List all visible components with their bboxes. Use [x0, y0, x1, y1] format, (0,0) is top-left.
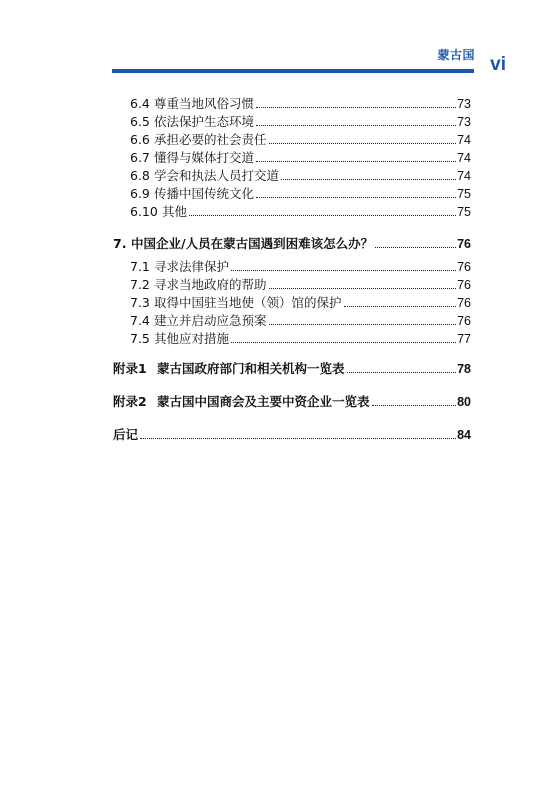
toc-entry-number: 附录1	[113, 361, 147, 376]
toc-dot-leader	[269, 142, 457, 144]
toc-entry-7-1	[130, 257, 471, 275]
toc-entry-number: 7.5	[130, 331, 150, 346]
toc-entry-number: 6.10	[130, 204, 158, 219]
toc-entry-number: 附录2	[113, 394, 147, 409]
toc-entry-6-5	[130, 112, 471, 130]
toc-dot-leader	[256, 124, 456, 126]
toc-entry-6-7	[130, 148, 471, 166]
toc-entry-7-5	[130, 329, 471, 347]
toc-entry-number: 6.4	[130, 96, 150, 111]
toc-entry-title: 其他应对措施	[154, 331, 230, 346]
toc-entry-page: 73	[457, 115, 471, 129]
toc-entry-title: 承担必要的社会责任	[154, 132, 267, 147]
toc-dot-leader	[344, 305, 457, 307]
toc-chapter-7	[113, 234, 471, 252]
toc-entry-page: 78	[457, 362, 471, 376]
running-header-country: 蒙古国	[437, 48, 475, 62]
toc-entry-number: 6.5	[130, 114, 150, 129]
toc-dot-leader	[372, 404, 457, 406]
toc-entry-number: 6.8	[130, 168, 150, 183]
toc-afterword	[113, 425, 471, 443]
toc-entry-page: 76	[457, 237, 471, 251]
toc-entry-number: 6.9	[130, 186, 150, 201]
toc-entry-page: 76	[457, 260, 471, 274]
toc-entry-6-9	[130, 184, 471, 202]
toc-entry-title: 寻求法律保护	[154, 259, 230, 274]
toc-entry-6-4	[130, 94, 471, 112]
toc-dot-leader	[281, 178, 456, 180]
toc-entry-number: 7.3	[130, 295, 150, 310]
toc-appendix-1	[113, 359, 471, 377]
toc-entry-page: 76	[457, 296, 471, 310]
toc-entry-title: 尊重当地风俗习惯	[154, 96, 255, 111]
toc-entry-title: 建立并启动应急预案	[154, 313, 267, 328]
toc-entry-page: 75	[457, 205, 471, 219]
toc-entry-number: 7.2	[130, 277, 150, 292]
toc-dot-leader	[189, 214, 456, 216]
toc-entry-number: 7.1	[130, 259, 150, 274]
toc-entry-number: 7.	[113, 236, 127, 251]
toc-entry-number: 6.6	[130, 132, 150, 147]
toc-entry-page: 73	[457, 97, 471, 111]
toc-entry-7-3	[130, 293, 471, 311]
toc-entry-title: 依法保护生态环境	[154, 114, 255, 129]
toc-entry-6-8	[130, 166, 471, 184]
toc-entry-title: 寻求当地政府的帮助	[154, 277, 267, 292]
toc-entry-page: 74	[457, 151, 471, 165]
toc-entry-6-10	[130, 202, 471, 220]
toc-entry-number: 6.7	[130, 150, 150, 165]
toc-entry-title: 后记	[113, 427, 139, 442]
toc-entry-page: 80	[457, 395, 471, 409]
toc-entry-7-4	[130, 311, 471, 329]
toc-entry-page: 75	[457, 187, 471, 201]
toc-entry-6-6	[130, 130, 471, 148]
toc-dot-leader	[231, 269, 456, 271]
toc-entry-title: 传播中国传统文化	[154, 186, 255, 201]
toc-entry-7-2	[130, 275, 471, 293]
toc-dot-leader	[256, 106, 456, 108]
toc-entry-title: 其他	[162, 204, 188, 219]
page-number: vi	[490, 54, 506, 75]
toc-dot-leader	[256, 196, 456, 198]
toc-entry-title: 蒙古国政府部门和相关机构一览表	[157, 361, 345, 376]
toc-entry-number: 7.4	[130, 313, 150, 328]
toc-entry-page: 76	[457, 314, 471, 328]
toc-entry-page: 84	[457, 428, 471, 442]
toc-entry-page: 74	[457, 169, 471, 183]
toc-dot-leader	[269, 323, 457, 325]
toc-dot-leader	[140, 437, 456, 439]
toc-dot-leader	[256, 160, 456, 162]
toc-dot-leader	[231, 341, 456, 343]
toc-entry-page: 76	[457, 278, 471, 292]
toc-entry-title: 中国企业/人员在蒙古国遇到困难该怎么办？	[131, 236, 374, 251]
toc-dot-leader	[347, 371, 457, 373]
toc-entry-title: 懂得与媒体打交道	[154, 150, 255, 165]
toc-dot-leader	[375, 246, 456, 248]
toc-entry-title: 取得中国驻当地使（领）馆的保护	[154, 295, 342, 310]
toc-appendix-2	[113, 392, 471, 410]
toc-dot-leader	[269, 287, 457, 289]
toc-entry-title: 学会和执法人员打交道	[154, 168, 280, 183]
toc-entry-title: 蒙古国中国商会及主要中资企业一览表	[157, 394, 370, 409]
toc-entry-page: 77	[457, 332, 471, 346]
toc-entry-page: 74	[457, 133, 471, 147]
